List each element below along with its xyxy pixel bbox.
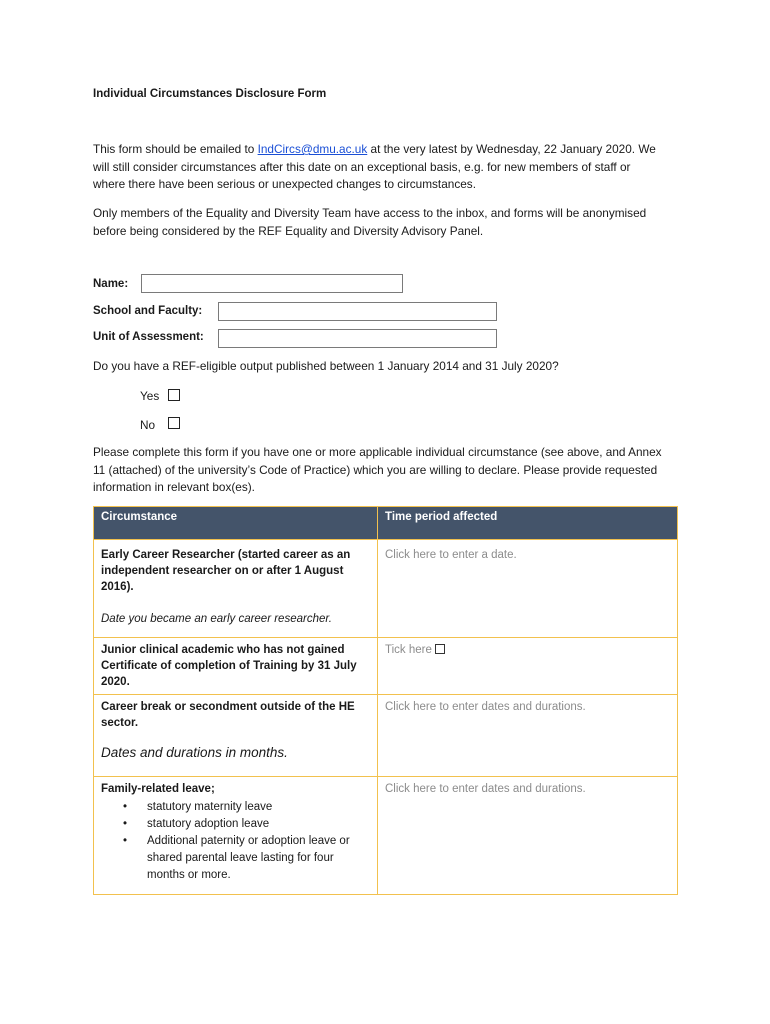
career-break-note: Dates and durations in months. [101,745,288,760]
instructions-paragraph: Please complete this form if you have one or more applicable individual circumstance (see above, and Annex 11 (attached) of the university’s Code of Practice) which you are willing to declare. Please provide requested information in relevant box(es). [93,445,662,494]
circumstance-cell [94,695,378,777]
ecr-date-input[interactable]: Click here to enter a date. [385,549,517,561]
family-leave-input[interactable]: Click here to enter dates and durations. [385,783,586,795]
name-label: Name: [93,278,129,290]
time-period-cell[interactable] [378,777,678,895]
time-period-cell[interactable] [378,695,678,777]
table-row [94,777,678,895]
clinical-tick-checkbox[interactable] [435,644,445,654]
table-row [94,638,678,695]
unit-input[interactable] [218,329,497,348]
yes-checkbox[interactable] [168,389,180,401]
circumstance-cell [94,638,378,695]
email-link[interactable]: IndCircs@dmu.ac.uk [257,142,368,156]
table-row [94,695,678,777]
career-break-input[interactable]: Click here to enter dates and durations. [385,701,586,713]
list-item: • Additional paternity or adoption leave or shared parental leave lasting for four months or more. [101,833,370,884]
table-header-row [94,507,678,540]
unit-label: Unit of Assessment: [93,331,204,343]
table-row [94,540,678,638]
form-title: Individual Circumstances Disclosure Form [93,88,327,100]
intro-text-after: at the very latest by Wednesday, 22 January 2020. We will still consider circumstances after this date on an exceptional basis, e.g. for new members of staff or where there have been serious or unexpected changes to circumstances. [93,142,656,191]
ecr-title: Early Career Researcher (started career as an independent researcher on or after 1 August 2016). [101,549,351,593]
school-label: School and Faculty: [93,305,203,317]
career-break-title: Career break or secondment outside of the HE sector. [101,701,355,729]
time-period-cell[interactable] [378,540,678,638]
yes-label: Yes [140,389,160,403]
clinical-tick-label: Tick here [385,644,432,656]
header-time-period: Time period affected [378,507,678,540]
intro-paragraph [93,141,663,194]
list-item: • statutory adoption leave [101,816,370,833]
family-leave-list [101,799,370,884]
circumstances-table [93,506,678,895]
ecr-note: Date you became an early career researcher. [101,613,332,625]
circumstance-cell [94,777,378,895]
output-question: Do you have a REF-eligible output published between 1 January 2014 and 31 July 2020? [93,359,559,373]
circumstance-cell [94,540,378,638]
clinical-title: Junior clinical academic who has not gained Certificate of completion of Training by 31 July 2020. [101,644,357,688]
time-period-cell[interactable] [378,638,678,695]
header-circumstance: Circumstance [94,507,378,540]
school-input[interactable] [218,302,497,321]
intro-text-before: This form should be emailed to [93,142,258,156]
privacy-paragraph: Only members of the Equality and Diversity Team have access to the inbox, and forms will be anonymised before being considered by the REF Equality and Diversity Advisory Panel. [93,206,647,238]
no-label: No [140,418,156,432]
list-item: • statutory maternity leave [101,799,370,816]
name-input[interactable] [141,274,403,293]
family-leave-title: Family-related leave; [101,783,215,795]
no-checkbox[interactable] [168,417,180,429]
